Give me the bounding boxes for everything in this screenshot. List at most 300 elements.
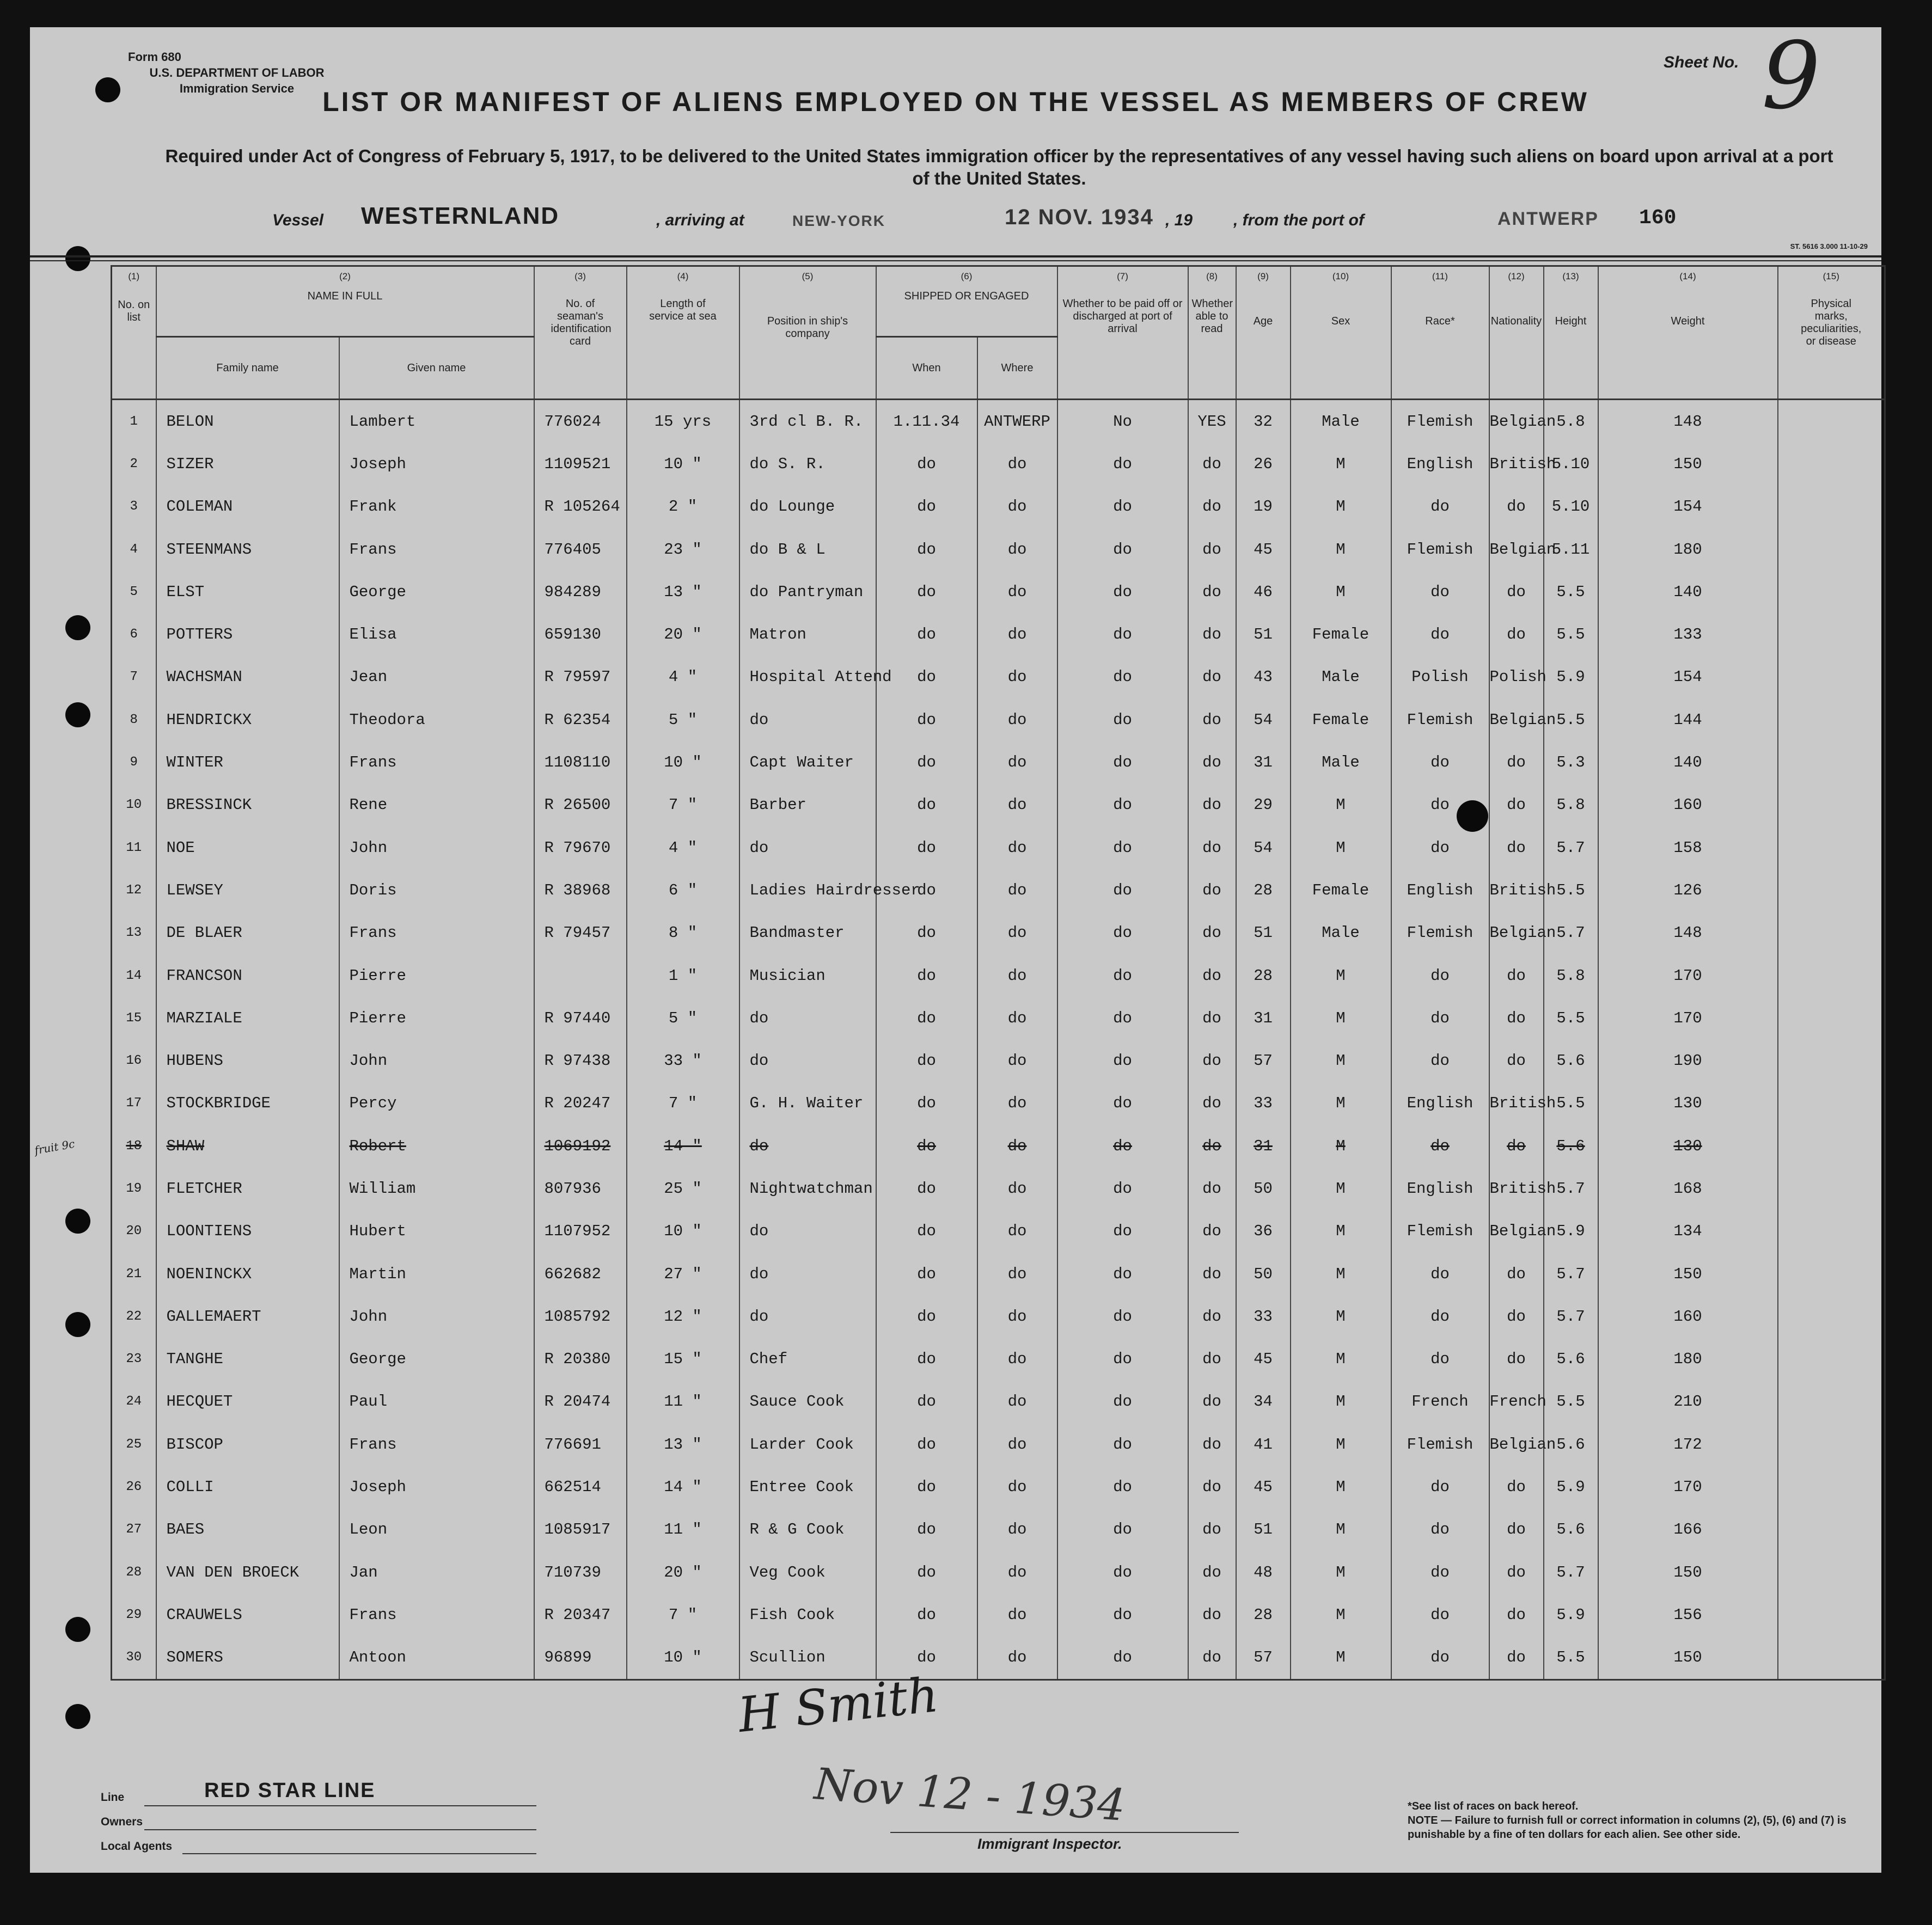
- col-header-where: Where: [977, 337, 1057, 400]
- cell-nationality: do: [1489, 486, 1544, 528]
- cell-nationality: do: [1489, 1039, 1544, 1082]
- table-row: [112, 1210, 1885, 1253]
- cell-family: LOONTIENS: [156, 1210, 339, 1253]
- cell-weight: 150: [1598, 1551, 1778, 1593]
- cell-given: John: [339, 826, 534, 869]
- cell-service: 15 yrs: [627, 400, 739, 443]
- cell-read: do: [1188, 571, 1236, 613]
- punch-hole: [65, 702, 90, 727]
- cell-paid: do: [1057, 1509, 1188, 1551]
- cell-nationality: do: [1489, 1551, 1544, 1593]
- cell-race: do: [1391, 1636, 1489, 1680]
- cell-read: do: [1188, 698, 1236, 741]
- cell-nationality: British: [1489, 1082, 1544, 1125]
- cell-age: 51: [1236, 1509, 1291, 1551]
- cell-height: 5.8: [1544, 954, 1598, 997]
- cell-given: Frans: [339, 1593, 534, 1636]
- col-header-no: (1) No. on list: [112, 266, 156, 400]
- vessel-line: [30, 201, 1881, 234]
- cell-when: do: [876, 1338, 977, 1381]
- document-title: LIST OR MANIFEST OF ALIENS EMPLOYED ON THE VESSEL AS MEMBERS OF CREW: [322, 87, 1589, 117]
- cell-sex: M: [1291, 486, 1391, 528]
- cell-paid: do: [1057, 826, 1188, 869]
- cell-height: 5.8: [1544, 400, 1598, 443]
- cell-nationality: do: [1489, 1253, 1544, 1295]
- cell-nationality: do: [1489, 1466, 1544, 1508]
- cell-paid: do: [1057, 528, 1188, 571]
- cell-physical-marks: [1778, 698, 1885, 741]
- cell-height: 5.7: [1544, 1253, 1598, 1295]
- year-label: , 19: [1165, 211, 1193, 229]
- department-name: U.S. DEPARTMENT OF LABOR: [149, 66, 325, 79]
- col-header-when: When: [876, 337, 977, 400]
- cell-when: do: [876, 698, 977, 741]
- table-row: [112, 1167, 1885, 1210]
- cell-read: do: [1188, 443, 1236, 485]
- cell-race: do: [1391, 1039, 1489, 1082]
- cell-sex: M: [1291, 1466, 1391, 1508]
- cell-no: 9: [112, 741, 156, 783]
- cell-service: 11 ": [627, 1381, 739, 1423]
- cell-where: do: [977, 698, 1057, 741]
- cell-when: do: [876, 1039, 977, 1082]
- cell-given: Rene: [339, 784, 534, 826]
- cell-nationality: do: [1489, 1636, 1544, 1680]
- cell-height: 5.5: [1544, 869, 1598, 911]
- cell-age: 34: [1236, 1381, 1291, 1423]
- cell-where: do: [977, 741, 1057, 783]
- cell-height: 5.5: [1544, 571, 1598, 613]
- cell-nationality: do: [1489, 571, 1544, 613]
- cell-service: 10 ": [627, 1210, 739, 1253]
- cell-family: VAN DEN BROECK: [156, 1551, 339, 1593]
- cell-height: 5.7: [1544, 826, 1598, 869]
- col-header-read: (8) Whether able to read: [1188, 266, 1236, 400]
- cell-physical-marks: [1778, 1551, 1885, 1593]
- reference-number: 160: [1639, 206, 1677, 230]
- cell-physical-marks: [1778, 784, 1885, 826]
- cell-race: do: [1391, 1509, 1489, 1551]
- cell-when: do: [876, 1466, 977, 1508]
- cell-no: 23: [112, 1338, 156, 1381]
- cell-paid: do: [1057, 1381, 1188, 1423]
- cell-read: do: [1188, 869, 1236, 911]
- cell-physical-marks: [1778, 1509, 1885, 1551]
- cell-weight: 160: [1598, 1295, 1778, 1338]
- agents-underline: [182, 1853, 536, 1854]
- cell-age: 28: [1236, 954, 1291, 997]
- cell-position: do: [739, 1295, 876, 1338]
- cell-when: do: [876, 1167, 977, 1210]
- cell-physical-marks: [1778, 528, 1885, 571]
- cell-position: Sauce Cook: [739, 1381, 876, 1423]
- cell-sex: Male: [1291, 741, 1391, 783]
- cell-age: 43: [1236, 656, 1291, 698]
- cell-height: 5.5: [1544, 1082, 1598, 1125]
- cell-height: 5.5: [1544, 997, 1598, 1039]
- table-row: [112, 826, 1885, 869]
- cell-card: R 79457: [534, 912, 627, 954]
- document-subtitle: Required under Act of Congress of February 5, 1917, to be delivered to the United States immigration officer by the representatives of any vessel having such aliens on board upon arrival at a port of the United States.: [165, 146, 1833, 188]
- cell-sex: M: [1291, 528, 1391, 571]
- cell-read: do: [1188, 826, 1236, 869]
- cell-given: Frans: [339, 912, 534, 954]
- cell-sex: M: [1291, 1039, 1391, 1082]
- cell-age: 54: [1236, 698, 1291, 741]
- cell-weight: 130: [1598, 1082, 1778, 1125]
- cell-family: HENDRICKX: [156, 698, 339, 741]
- cell-service: 27 ": [627, 1253, 739, 1295]
- cell-read: do: [1188, 997, 1236, 1039]
- cell-given: Doris: [339, 869, 534, 911]
- table-row: [112, 954, 1885, 997]
- cell-read: do: [1188, 1636, 1236, 1680]
- cell-read: do: [1188, 656, 1236, 698]
- cell-service: 13 ": [627, 571, 739, 613]
- cell-age: 45: [1236, 1466, 1291, 1508]
- cell-service: 8 ": [627, 912, 739, 954]
- cell-sex: M: [1291, 1082, 1391, 1125]
- cell-when: do: [876, 1423, 977, 1466]
- cell-physical-marks: [1778, 1210, 1885, 1253]
- header-rule: [30, 255, 1881, 258]
- cell-no: 29: [112, 1593, 156, 1636]
- cell-read: do: [1188, 1039, 1236, 1082]
- cell-no: 24: [112, 1381, 156, 1423]
- cell-paid: do: [1057, 869, 1188, 911]
- cell-given: Frans: [339, 528, 534, 571]
- sheet-number-label: Sheet No.: [1664, 53, 1739, 71]
- cell-paid: do: [1057, 741, 1188, 783]
- cell-nationality: do: [1489, 784, 1544, 826]
- cell-paid: do: [1057, 1593, 1188, 1636]
- cell-age: 46: [1236, 571, 1291, 613]
- cell-family: WACHSMAN: [156, 656, 339, 698]
- cell-no: 26: [112, 1466, 156, 1508]
- cell-weight: 150: [1598, 1636, 1778, 1680]
- cell-race: English: [1391, 1082, 1489, 1125]
- cell-given: George: [339, 571, 534, 613]
- cell-race: do: [1391, 826, 1489, 869]
- cell-family: NOENINCKX: [156, 1253, 339, 1295]
- cell-paid: do: [1057, 1338, 1188, 1381]
- cell-where: do: [977, 613, 1057, 655]
- cell-read: do: [1188, 613, 1236, 655]
- cell-family: MARZIALE: [156, 997, 339, 1039]
- cell-card: 1085917: [534, 1509, 627, 1551]
- cell-where: do: [977, 1125, 1057, 1167]
- cell-height: 5.5: [1544, 698, 1598, 741]
- cell-height: 5.8: [1544, 784, 1598, 826]
- cell-card: R 20380: [534, 1338, 627, 1381]
- cell-when: do: [876, 571, 977, 613]
- cell-paid: do: [1057, 784, 1188, 826]
- cell-height: 5.9: [1544, 1593, 1598, 1636]
- col-header-position: (5) Position in ship's company: [739, 266, 876, 400]
- cell-read: do: [1188, 1082, 1236, 1125]
- owners-label: Owners: [101, 1816, 143, 1828]
- cell-race: do: [1391, 1253, 1489, 1295]
- table-row: [112, 1636, 1885, 1680]
- cell-no: 6: [112, 613, 156, 655]
- cell-weight: 172: [1598, 1423, 1778, 1466]
- cell-physical-marks: [1778, 1082, 1885, 1125]
- cell-given: Pierre: [339, 954, 534, 997]
- cell-no: 5: [112, 571, 156, 613]
- cell-position: Ladies Hairdresser: [739, 869, 876, 911]
- cell-paid: do: [1057, 1210, 1188, 1253]
- cell-sex: M: [1291, 443, 1391, 485]
- cell-where: do: [977, 486, 1057, 528]
- cell-race: French: [1391, 1381, 1489, 1423]
- col-header-name: (2) NAME IN FULL: [156, 266, 534, 337]
- cell-where: do: [977, 1253, 1057, 1295]
- table-row: [112, 741, 1885, 783]
- cell-where: ANTWERP: [977, 400, 1057, 443]
- cell-weight: 170: [1598, 1466, 1778, 1508]
- table-row: [112, 1295, 1885, 1338]
- cell-read: do: [1188, 1593, 1236, 1636]
- cell-race: Flemish: [1391, 1423, 1489, 1466]
- cell-service: 4 ": [627, 826, 739, 869]
- cell-family: STEENMANS: [156, 528, 339, 571]
- cell-paid: do: [1057, 1295, 1188, 1338]
- cell-age: 33: [1236, 1295, 1291, 1338]
- cell-read: do: [1188, 1253, 1236, 1295]
- cell-sex: M: [1291, 997, 1391, 1039]
- cell-position: do: [739, 1253, 876, 1295]
- sheet-number-value: 9: [1762, 22, 1821, 130]
- cell-sex: M: [1291, 1551, 1391, 1593]
- cell-card: R 97438: [534, 1039, 627, 1082]
- col-header-weight: (14) Weight: [1598, 266, 1778, 400]
- cell-when: do: [876, 997, 977, 1039]
- cell-given: John: [339, 1039, 534, 1082]
- cell-sex: M: [1291, 1338, 1391, 1381]
- cell-age: 51: [1236, 613, 1291, 655]
- cell-family: BAES: [156, 1509, 339, 1551]
- cell-no: 7: [112, 656, 156, 698]
- cell-physical-marks: [1778, 1295, 1885, 1338]
- cell-when: do: [876, 1210, 977, 1253]
- cell-where: do: [977, 1295, 1057, 1338]
- cell-read: do: [1188, 1338, 1236, 1381]
- cell-given: William: [339, 1167, 534, 1210]
- cell-given: George: [339, 1338, 534, 1381]
- cell-position: Nightwatchman: [739, 1167, 876, 1210]
- inspector-underline: [890, 1832, 1239, 1833]
- cell-given: Hubert: [339, 1210, 534, 1253]
- cell-when: do: [876, 1593, 977, 1636]
- penalty-note: NOTE — Failure to furnish full or correct information in columns (2), (5), (6) and (7) is punishable by a fine of ten dollars for each alien. See other side.: [1408, 1814, 1847, 1841]
- table-row: [112, 1466, 1885, 1508]
- cell-physical-marks: [1778, 1593, 1885, 1636]
- cell-nationality: Belgian: [1489, 528, 1544, 571]
- cell-weight: 154: [1598, 656, 1778, 698]
- cell-age: 32: [1236, 400, 1291, 443]
- cell-position: Scullion: [739, 1636, 876, 1680]
- cell-card: R 20347: [534, 1593, 627, 1636]
- from-port-label: , from the port of: [1233, 211, 1364, 229]
- cell-weight: 160: [1598, 784, 1778, 826]
- cell-no: 8: [112, 698, 156, 741]
- cell-service: 25 ": [627, 1167, 739, 1210]
- punch-hole: [65, 615, 90, 640]
- cell-family: BRESSINCK: [156, 784, 339, 826]
- cell-nationality: do: [1489, 1509, 1544, 1551]
- cell-where: do: [977, 656, 1057, 698]
- cell-read: do: [1188, 784, 1236, 826]
- cell-age: 31: [1236, 1125, 1291, 1167]
- cell-family: COLEMAN: [156, 486, 339, 528]
- cell-card: R 26500: [534, 784, 627, 826]
- table-row: [112, 400, 1885, 443]
- cell-age: 51: [1236, 912, 1291, 954]
- manifest-sheet: [30, 22, 1881, 1873]
- cell-nationality: do: [1489, 826, 1544, 869]
- cell-nationality: do: [1489, 1338, 1544, 1381]
- cell-position: do: [739, 826, 876, 869]
- table-row: [112, 912, 1885, 954]
- cell-when: do: [876, 528, 977, 571]
- punch-hole: [65, 1704, 90, 1729]
- cell-when: 1.11.34: [876, 400, 977, 443]
- local-agents-label: Local Agents: [101, 1840, 173, 1853]
- cell-position: do Lounge: [739, 486, 876, 528]
- cell-sex: M: [1291, 1636, 1391, 1680]
- cell-sex: M: [1291, 784, 1391, 826]
- cell-height: 5.6: [1544, 1125, 1598, 1167]
- cell-position: Bandmaster: [739, 912, 876, 954]
- cell-weight: 144: [1598, 698, 1778, 741]
- cell-nationality: French: [1489, 1381, 1544, 1423]
- cell-physical-marks: [1778, 1381, 1885, 1423]
- cell-when: do: [876, 1082, 977, 1125]
- cell-no: 19: [112, 1167, 156, 1210]
- cell-no: 10: [112, 784, 156, 826]
- cell-position: Veg Cook: [739, 1551, 876, 1593]
- form-number: Form 680: [128, 50, 181, 64]
- cell-family: COLLI: [156, 1466, 339, 1508]
- table-row: [112, 1593, 1885, 1636]
- from-port: ANTWERP: [1497, 209, 1599, 229]
- owners-underline: [144, 1829, 536, 1830]
- cell-age: 41: [1236, 1423, 1291, 1466]
- cell-family: ELST: [156, 571, 339, 613]
- cell-height: 5.7: [1544, 1167, 1598, 1210]
- cell-where: do: [977, 443, 1057, 485]
- cell-read: do: [1188, 912, 1236, 954]
- cell-paid: do: [1057, 571, 1188, 613]
- cell-no: 17: [112, 1082, 156, 1125]
- cell-service: 7 ": [627, 1593, 739, 1636]
- cell-card: 776024: [534, 400, 627, 443]
- arriving-label: , arriving at: [656, 211, 744, 229]
- cell-paid: do: [1057, 997, 1188, 1039]
- cell-weight: 140: [1598, 741, 1778, 783]
- cell-height: 5.11: [1544, 528, 1598, 571]
- cell-race: Flemish: [1391, 912, 1489, 954]
- cell-service: 11 ": [627, 1509, 739, 1551]
- arriving-port: NEW-YORK: [792, 212, 885, 229]
- arrival-date: 12 NOV. 1934: [1005, 205, 1154, 229]
- cell-sex: M: [1291, 1167, 1391, 1210]
- cell-race: Flemish: [1391, 528, 1489, 571]
- cell-where: do: [977, 869, 1057, 911]
- cell-race: do: [1391, 1295, 1489, 1338]
- cell-when: do: [876, 1125, 977, 1167]
- cell-family: SOMERS: [156, 1636, 339, 1680]
- cell-where: do: [977, 1381, 1057, 1423]
- cell-physical-marks: [1778, 1636, 1885, 1680]
- cell-card: R 20247: [534, 1082, 627, 1125]
- table-row: [112, 997, 1885, 1039]
- cell-given: Antoon: [339, 1636, 534, 1680]
- cell-weight: 158: [1598, 826, 1778, 869]
- cell-nationality: Belgian: [1489, 1423, 1544, 1466]
- margin-note: fruit 9c: [33, 1137, 76, 1157]
- cell-given: Leon: [339, 1509, 534, 1551]
- vessel-name: WESTERNLAND: [361, 203, 560, 229]
- cell-where: do: [977, 1082, 1057, 1125]
- col-header-shipped: (6) SHIPPED OR ENGAGED: [876, 266, 1057, 337]
- cell-position: do: [739, 1210, 876, 1253]
- cell-position: do: [739, 997, 876, 1039]
- cell-sex: M: [1291, 571, 1391, 613]
- cell-card: 659130: [534, 613, 627, 655]
- cell-sex: M: [1291, 826, 1391, 869]
- cell-card: R 79670: [534, 826, 627, 869]
- cell-sex: M: [1291, 954, 1391, 997]
- cell-position: Entree Cook: [739, 1466, 876, 1508]
- cell-weight: 126: [1598, 869, 1778, 911]
- cell-physical-marks: [1778, 1167, 1885, 1210]
- cell-paid: do: [1057, 443, 1188, 485]
- cell-physical-marks: [1778, 869, 1885, 911]
- cell-family: GALLEMAERT: [156, 1295, 339, 1338]
- cell-service: 13 ": [627, 1423, 739, 1466]
- cell-where: do: [977, 1509, 1057, 1551]
- cell-age: 54: [1236, 826, 1291, 869]
- cell-paid: do: [1057, 1039, 1188, 1082]
- cell-card: R 20474: [534, 1381, 627, 1423]
- cell-given: Frank: [339, 486, 534, 528]
- cell-read: do: [1188, 1423, 1236, 1466]
- cell-given: Robert: [339, 1125, 534, 1167]
- cell-position: Musician: [739, 954, 876, 997]
- cell-nationality: do: [1489, 741, 1544, 783]
- cell-physical-marks: [1778, 1125, 1885, 1167]
- cell-when: do: [876, 826, 977, 869]
- cell-nationality: Belgian: [1489, 912, 1544, 954]
- cell-family: SIZER: [156, 443, 339, 485]
- cell-no: 3: [112, 486, 156, 528]
- cell-height: 5.5: [1544, 613, 1598, 655]
- cell-paid: do: [1057, 1466, 1188, 1508]
- table-row: [112, 1125, 1885, 1167]
- cell-where: do: [977, 1210, 1057, 1253]
- cell-paid: No: [1057, 400, 1188, 443]
- cell-service: 12 ": [627, 1295, 739, 1338]
- cell-weight: 180: [1598, 1338, 1778, 1381]
- cell-age: 50: [1236, 1253, 1291, 1295]
- cell-when: do: [876, 741, 977, 783]
- cell-height: 5.7: [1544, 1551, 1598, 1593]
- cell-card: 96899: [534, 1636, 627, 1680]
- cell-family: FLETCHER: [156, 1167, 339, 1210]
- table-row: [112, 443, 1885, 485]
- cell-service: 14 ": [627, 1125, 739, 1167]
